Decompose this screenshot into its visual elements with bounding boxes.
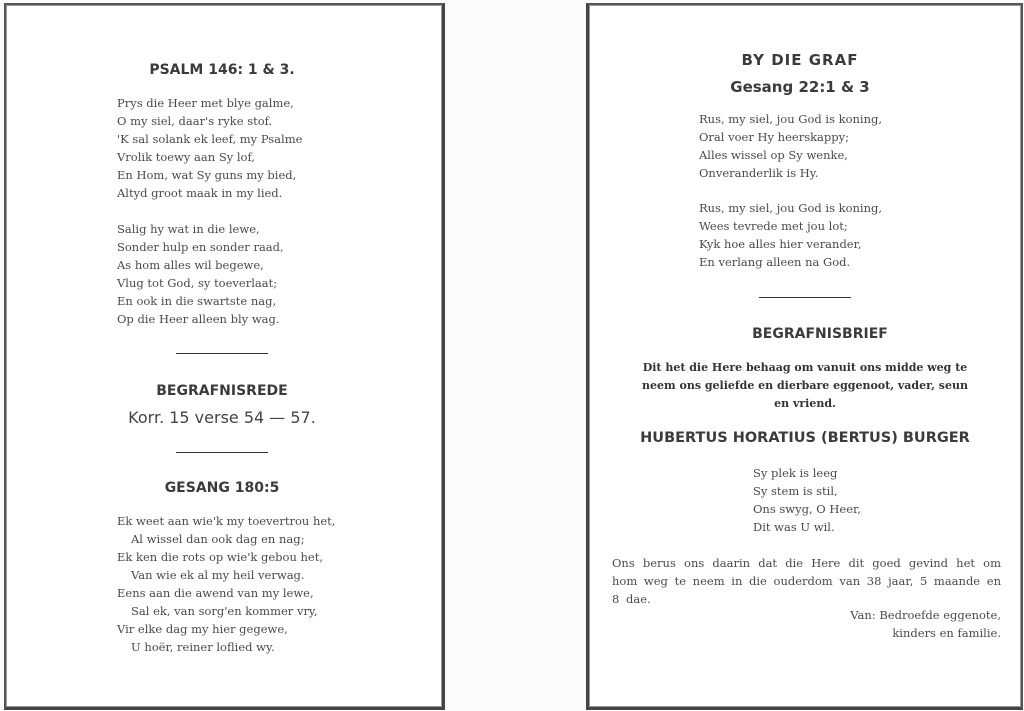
psalm-title: PSALM 146: 1 & 3. bbox=[149, 62, 295, 78]
verse-line: As hom alles wil begewe, bbox=[117, 258, 264, 272]
signature-line: kinders en familie. bbox=[892, 626, 1001, 640]
grave-subtitle: Gesang 22:1 & 3 bbox=[730, 78, 870, 96]
verse-line: En verlang alleen na God. bbox=[699, 255, 851, 269]
verse-line: Op die Heer alleen bly wag. bbox=[117, 312, 280, 326]
verse-line: Van wie ek al my heil verwag. bbox=[131, 568, 305, 582]
verse-line: Alles wissel op Sy wenke, bbox=[699, 148, 848, 162]
hymn-title: GESANG 180:5 bbox=[164, 480, 280, 496]
deceased-name: HUBERTUS HORATIUS (BERTUS) BURGER bbox=[640, 430, 970, 446]
grave-title: BY DIE GRAF bbox=[741, 51, 859, 69]
psalm-stanza-2 bbox=[117, 220, 284, 328]
verse-line: Rus, my siel, jou God is koning, bbox=[699, 112, 883, 126]
letter-body: Ons berus ons daarin dat die Here dit goed gevind het om hom weg te neem in die ouderdom van 38 jaar, 5 maande en 8 dae. bbox=[612, 556, 1001, 606]
verse-line: Dit was U wil. bbox=[753, 520, 835, 534]
signature bbox=[850, 606, 1001, 642]
verse-line: Sonder hulp en sonder raad, bbox=[117, 240, 284, 254]
verse-line: Sy stem is stil, bbox=[753, 484, 838, 498]
verse-line: Onveranderlik is Hy. bbox=[699, 166, 819, 180]
divider bbox=[759, 297, 851, 298]
verse-line: Sy plek is leeg bbox=[753, 466, 838, 480]
verse-line: U hoër, reiner loflied wy. bbox=[131, 640, 275, 654]
signature-line: Van: Bedroefde eggenote, bbox=[850, 608, 1001, 622]
verse-line: Vlug tot God, sy toeverlaat; bbox=[117, 276, 278, 290]
verse-line: 'K sal solank ek leef, my Psalme bbox=[117, 132, 303, 146]
verse-line: Al wissel dan ook dag en nag; bbox=[131, 532, 305, 546]
letter-poem bbox=[753, 464, 861, 536]
sermon-reference: Korr. 15 verse 54 — 57. bbox=[128, 408, 316, 427]
verse-line: Ek ken die rots op wie'k gebou het, bbox=[117, 550, 324, 564]
verse-line: Kyk hoe alles hier verander, bbox=[699, 237, 862, 251]
grave-stanza-2 bbox=[699, 199, 882, 271]
verse-line: Vrolik toewy aan Sy lof, bbox=[117, 150, 255, 164]
verse-line: Altyd groot maak in my lied. bbox=[117, 186, 283, 200]
psalm-stanza-1 bbox=[117, 94, 302, 202]
verse-line: Wees tevrede met jou lot; bbox=[699, 219, 848, 233]
sermon-title: BEGRAFNISREDE bbox=[156, 383, 288, 399]
verse-line: Prys die Heer met blye galme, bbox=[117, 96, 294, 110]
verse-line: Ons swyg, O Heer, bbox=[753, 502, 861, 516]
divider bbox=[176, 452, 268, 453]
verse-line: Salig hy wat in die lewe, bbox=[117, 222, 260, 236]
letter-title: BEGRAFNISBRIEF bbox=[752, 326, 888, 342]
hymn-verse bbox=[117, 512, 335, 656]
letter-intro: Dit het die Here behaag om vanuit ons midde weg te neem ons geliefde en dierbare eggenoot, vader, seun en vriend. bbox=[642, 361, 968, 410]
grave-stanza-1 bbox=[699, 110, 882, 182]
verse-line: Oral voer Hy heerskappy; bbox=[699, 130, 850, 144]
verse-line: En Hom, wat Sy guns my bied, bbox=[117, 168, 297, 182]
verse-line: Eens aan die awend van my lewe, bbox=[117, 586, 314, 600]
verse-line: O my siel, daar's ryke stof. bbox=[117, 114, 273, 128]
divider bbox=[176, 353, 268, 354]
verse-line: Sal ek, van sorg'en kommer vry, bbox=[131, 604, 318, 618]
verse-line: Rus, my siel, jou God is koning, bbox=[699, 201, 883, 215]
verse-line: Ek weet aan wie'k my toevertrou het, bbox=[117, 514, 336, 528]
verse-line: Vir elke dag my hier gegewe, bbox=[117, 622, 288, 636]
verse-line: En ook in die swartste nag, bbox=[117, 294, 277, 308]
